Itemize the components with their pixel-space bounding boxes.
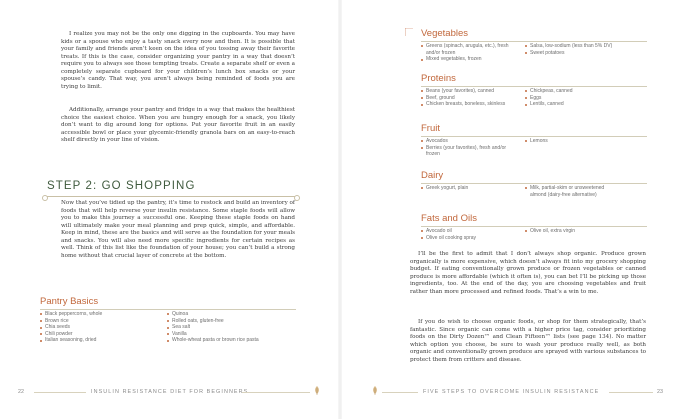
step-heading-rule <box>47 196 295 197</box>
corner-mark-icon <box>405 28 413 36</box>
pantry-basics-title: Pantry Basics <box>40 296 99 307</box>
list-item: Milk, partial-skim or unsweetened almond (dairy-free alternative) <box>525 185 617 198</box>
list-item: Quinoa <box>167 311 267 318</box>
list-item: Rolled oats, gluten-free <box>167 318 267 325</box>
organic-paragraph-2: If you do wish to choose organic foods, or shop for them strategically, that’s fantastic. Since organic can come with a higher price tag, consider prioritizing foods on the Dirty Dozen™ and Clean Fifteen™ lists (see page 134). No matter which option you choose, be sure to wash your produce really well, as both organic and conventionally grown produce are sprayed with various substances to protect them from critters and disease. <box>410 319 646 363</box>
category-rule <box>421 136 647 137</box>
list-item: Sea salt <box>167 324 267 331</box>
running-head-left: INSULIN RESISTANCE DIET FOR BEGINNERS <box>91 389 249 395</box>
list-item: Whole-wheat pasta or brown rice pasta <box>167 337 267 344</box>
category-rule <box>421 41 647 42</box>
list-item: Beef, ground <box>421 95 519 102</box>
proteins-col2 <box>525 88 617 108</box>
page-number-left: 22 <box>18 389 24 395</box>
vegetables-col1 <box>421 43 519 63</box>
category-title-proteins: Proteins <box>421 73 456 84</box>
list-item: Lentils, canned <box>525 101 617 108</box>
list-item: Olive oil cooking spray <box>421 235 519 242</box>
list-item: Lemons <box>525 138 617 145</box>
book-gutter <box>338 0 342 419</box>
list-item: Mixed vegetables, frozen <box>421 56 519 63</box>
step-paragraph: Now that you’ve tidied up the pantry, it’s time to restock and build an inventory of foods that will help reverse your insulin resistance. Some staple foods will allow you to make this journey a successful one. Keeping these staple foods on hand will ultimately make your meal planning and prep quick, simple, and affordable. Keep in mind, these are the basics and will serve as the foundation for your meals and snacks. You will also need more specific ingredients for certain recipes as well. Think of this list like the foundation of your house; you can’t build a strong home without that crucial layer of concrete at the bottom. <box>61 200 295 259</box>
fats-oils-col1 <box>421 228 519 241</box>
list-item: Sweet potatoes <box>525 50 617 57</box>
list-item: Vanilla <box>167 331 267 338</box>
footer-rule-left-a <box>34 392 86 393</box>
category-title-fats-and-oils: Fats and Oils <box>421 213 477 224</box>
vegetables-col2 <box>525 43 617 56</box>
list-item: Avocados <box>421 138 519 145</box>
running-head-right: FIVE STEPS TO OVERCOME INSULIN RESISTANCE <box>423 389 600 395</box>
list-item: Eggs <box>525 95 617 102</box>
footer-rule-right-a <box>382 392 418 393</box>
proteins-col1 <box>421 88 519 108</box>
list-item: Avocado oil <box>421 228 519 235</box>
list-item: Greens (spinach, arugula, etc.), fresh and/or frozen <box>421 43 519 56</box>
category-title-vegetables: Vegetables <box>421 28 469 39</box>
category-title-fruit: Fruit <box>421 123 440 134</box>
leaf-icon <box>372 386 378 395</box>
list-item: Greek yogurt, plain <box>421 185 519 192</box>
category-rule <box>421 183 647 184</box>
list-item: Black peppercorns, whole <box>40 311 158 318</box>
list-item: Chickpeas, canned <box>525 88 617 95</box>
list-item: Italian seasoning, dried <box>40 337 158 344</box>
list-item: Chicken breasts, boneless, skinless <box>421 101 519 108</box>
footer-rule-right-b <box>609 392 653 393</box>
list-item: Chili powder <box>40 331 158 338</box>
pantry-basics-col2 <box>167 311 267 344</box>
list-item: Olive oil, extra virgin <box>525 228 617 235</box>
category-title-dairy: Dairy <box>421 170 444 181</box>
fruit-col2 <box>525 138 617 145</box>
step-heading: STEP 2: GO SHOPPING <box>47 180 196 192</box>
page-number-right: 23 <box>657 389 663 395</box>
footer-rule-left-b <box>242 392 310 393</box>
dairy-col2 <box>525 185 617 198</box>
intro-paragraph-2: Additionally, arrange your pantry and fridge in a way that makes the healthiest choice the easiest choice. When you are hungry enough for a snack, you likely don’t want to dig around long for options. Put your favorite fruit in an easily accessible bowl or place your glycemic-friendly granola bars on an easy-to-reach shelf directly in your line of vision. <box>61 107 295 144</box>
pantry-basics-rule <box>40 309 296 310</box>
leaf-icon <box>314 386 320 395</box>
intro-paragraph-1: I realize you may not be the only one digging in the cupboards. You may have kids or a spouse who enjoy a tasty snack every now and then. It is possible that your family and friends aren’t keen on the idea of you tossing away their favorite treats. If this is the case, consider organizing your pantry in a way that doesn’t require you to always see those tempting treats. Create a separate shelf or even a completely separate cupboard for your children’s lunch box snacks or your spouse’s candy. That way, you aren’t always being reminded of foods you are trying to limit. <box>61 31 295 90</box>
fruit-col1 <box>421 138 519 158</box>
list-item: Salsa, low-sodium (less than 5% DV) <box>525 43 617 50</box>
organic-paragraph-1: I’ll be the first to admit that I don’t always shop organic. Produce grown organically is more expensive, which doesn’t always fit into my grocery shopping budget. If eating conventionally grown produce or frozen vegetables or canned produce is more affordable (which it often is), you can bet I’ll be picking up those ingredients, too. At the end of the day, you are choosing vegetables and fruit rather than more processed and refined foods. That’s a win to me. <box>410 251 646 295</box>
category-rule <box>421 226 647 227</box>
fats-oils-col2 <box>525 228 617 235</box>
list-item: Chia seeds <box>40 324 158 331</box>
category-rule <box>421 86 647 87</box>
list-item: Berries (your favorites), fresh and/or frozen <box>421 145 519 158</box>
list-item: Brown rice <box>40 318 158 325</box>
pantry-basics-col1 <box>40 311 158 344</box>
dairy-col1 <box>421 185 519 192</box>
list-item: Beans (your favorites), canned <box>421 88 519 95</box>
